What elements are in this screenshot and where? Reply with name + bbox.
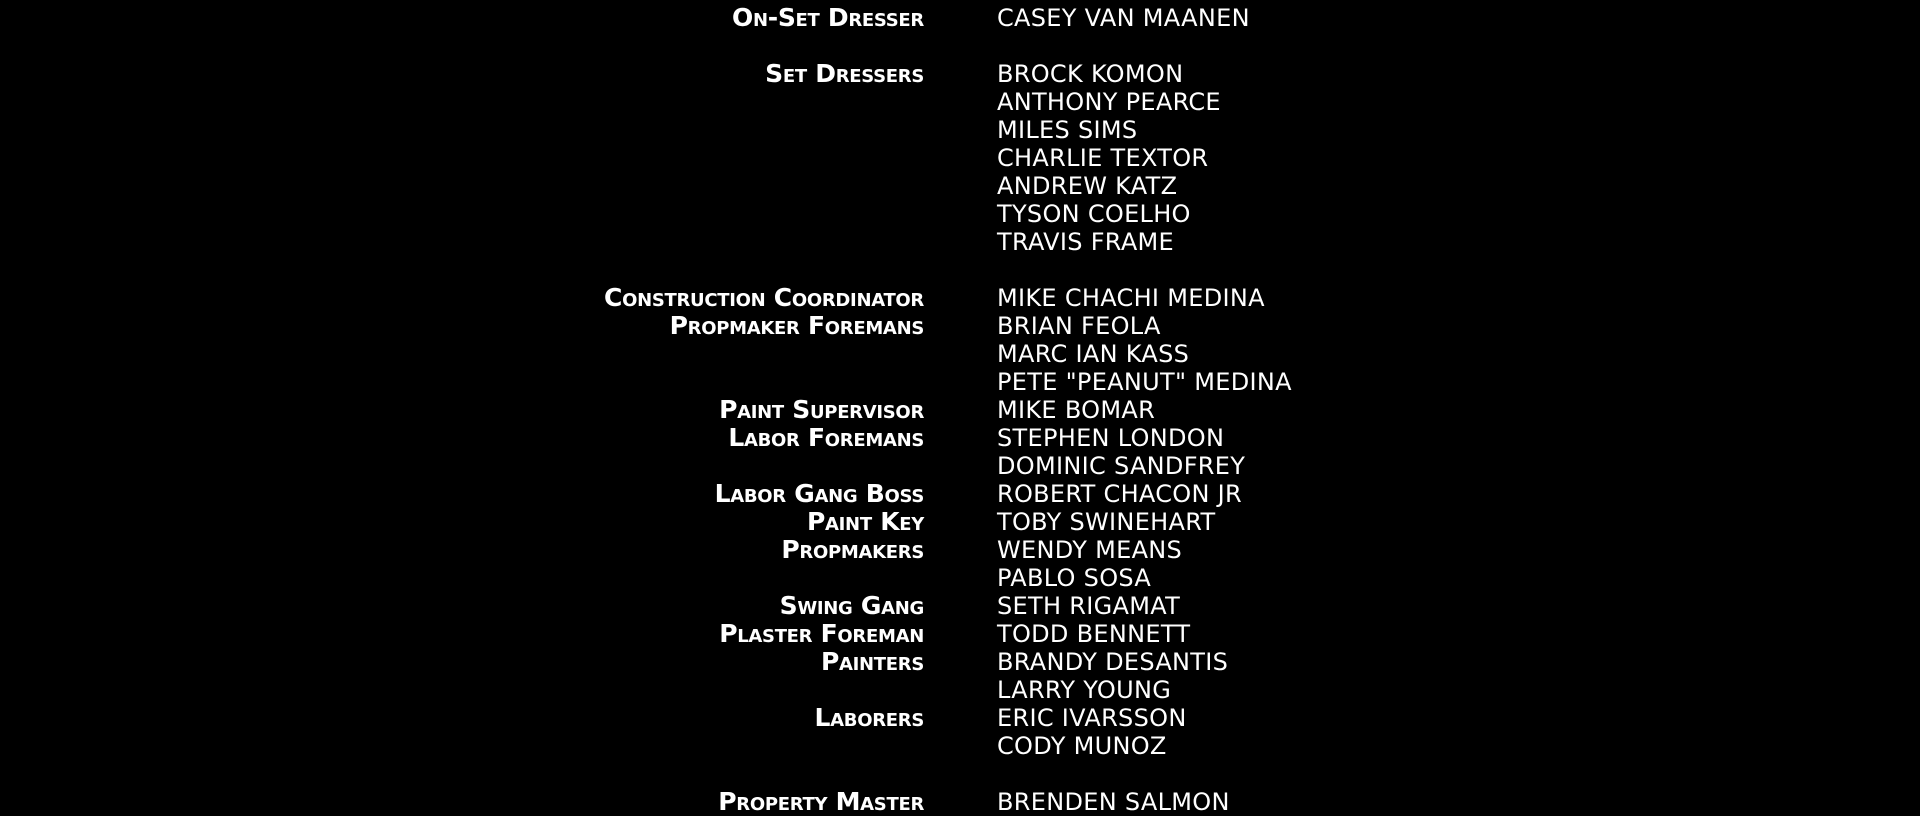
- credit-row: [0, 452, 1920, 480]
- credit-spacer: [0, 760, 1920, 788]
- credit-name: WENDY MEANS: [997, 536, 1183, 564]
- credit-name: ERIC IVARSSON: [997, 704, 1187, 732]
- credit-name: BROCK KOMON: [997, 60, 1184, 88]
- credit-row: [0, 200, 1920, 228]
- credit-row: [0, 284, 1920, 312]
- credit-name: TODD BENNETT: [997, 620, 1191, 648]
- column-gap: [924, 340, 997, 368]
- credit-name: BRANDY DESANTIS: [997, 648, 1229, 676]
- credit-name: DOMINIC SANDFREY: [997, 452, 1246, 480]
- column-gap: [924, 200, 997, 228]
- credit-role: Propmaker Foremans: [669, 311, 924, 340]
- column-gap: [924, 648, 997, 676]
- credit-row: [0, 788, 1920, 816]
- credit-row: [0, 396, 1920, 424]
- credit-role: Painters: [820, 647, 924, 676]
- credit-role: [0, 340, 924, 368]
- credit-name: STEPHEN LONDON: [997, 424, 1225, 452]
- credit-role: Paint Key: [807, 507, 924, 536]
- credits-list: [0, 4, 1920, 816]
- credit-name: TOBY SWINEHART: [997, 508, 1216, 536]
- credit-role: [0, 172, 924, 200]
- credit-row: [0, 368, 1920, 396]
- credit-role: [0, 564, 924, 592]
- credit-name: CODY MUNOZ: [997, 732, 1167, 760]
- credit-role: [0, 144, 924, 172]
- column-gap: [924, 620, 997, 648]
- column-gap: [924, 144, 997, 172]
- credit-name: MIKE CHACHI MEDINA: [997, 284, 1265, 312]
- credit-role: [0, 200, 924, 228]
- column-gap: [924, 368, 997, 396]
- column-gap: [924, 88, 997, 116]
- credit-row: [0, 424, 1920, 452]
- credit-role: Plaster Foreman: [719, 619, 924, 648]
- credit-row: [0, 4, 1920, 32]
- column-gap: [924, 116, 997, 144]
- credit-row: [0, 592, 1920, 620]
- credit-row: [0, 480, 1920, 508]
- credit-row: [0, 508, 1920, 536]
- column-gap: [924, 480, 997, 508]
- credit-row: [0, 704, 1920, 732]
- credit-role: [0, 732, 924, 760]
- credit-row: [0, 536, 1920, 564]
- credit-row: [0, 88, 1920, 116]
- column-gap: [924, 228, 997, 256]
- column-gap: [924, 452, 997, 480]
- column-gap: [924, 396, 997, 424]
- credit-spacer: [0, 256, 1920, 284]
- credit-role: Paint Supervisor: [719, 395, 924, 424]
- column-gap: [924, 284, 997, 312]
- credit-role: Construction Coordinator: [604, 283, 924, 312]
- credit-role: [0, 452, 924, 480]
- credit-role: Labor Foremans: [728, 423, 924, 452]
- credit-row: [0, 312, 1920, 340]
- credit-role: [0, 676, 924, 704]
- column-gap: [924, 732, 997, 760]
- credit-role: Propmakers: [781, 535, 924, 564]
- credit-name: LARRY YOUNG: [997, 676, 1172, 704]
- column-gap: [924, 592, 997, 620]
- credit-name: MILES SIMS: [997, 116, 1138, 144]
- credit-name: CASEY VAN MAANEN: [997, 4, 1250, 32]
- credit-role: Set Dressers: [765, 59, 924, 88]
- credit-name: ROBERT CHACON JR: [997, 480, 1242, 508]
- credit-name: ANDREW KATZ: [997, 172, 1178, 200]
- column-gap: [924, 172, 997, 200]
- credit-row: [0, 228, 1920, 256]
- credit-row: [0, 564, 1920, 592]
- credit-row: [0, 732, 1920, 760]
- credit-name: PABLO SOSA: [997, 564, 1152, 592]
- credit-row: [0, 340, 1920, 368]
- column-gap: [924, 424, 997, 452]
- credit-role: Swing Gang: [779, 591, 924, 620]
- credit-spacer: [0, 32, 1920, 60]
- column-gap: [924, 564, 997, 592]
- column-gap: [924, 704, 997, 732]
- column-gap: [924, 312, 997, 340]
- credit-name: PETE "PEANUT" MEDINA: [997, 368, 1292, 396]
- credit-name: BRENDEN SALMON: [997, 788, 1230, 816]
- credit-name: BRIAN FEOLA: [997, 312, 1161, 340]
- credit-row: [0, 144, 1920, 172]
- credit-row: [0, 620, 1920, 648]
- column-gap: [924, 676, 997, 704]
- credit-role: Property Master: [718, 787, 924, 816]
- credit-row: [0, 676, 1920, 704]
- credit-role: On-Set Dresser: [732, 3, 924, 32]
- credit-role: [0, 228, 924, 256]
- column-gap: [924, 536, 997, 564]
- column-gap: [924, 4, 997, 32]
- credit-name: ANTHONY PEARCE: [997, 88, 1221, 116]
- column-gap: [924, 788, 997, 816]
- credit-name: CHARLIE TEXTOR: [997, 144, 1209, 172]
- column-gap: [924, 60, 997, 88]
- credit-role: [0, 368, 924, 396]
- credit-role: [0, 116, 924, 144]
- credit-row: [0, 172, 1920, 200]
- credit-name: SETH RIGAMAT: [997, 592, 1181, 620]
- credit-role: Laborers: [814, 703, 924, 732]
- column-gap: [924, 508, 997, 536]
- credit-row: [0, 648, 1920, 676]
- credit-name: MARC IAN KASS: [997, 340, 1190, 368]
- credit-name: TYSON COELHO: [997, 200, 1191, 228]
- credit-row: [0, 60, 1920, 88]
- credit-row: [0, 116, 1920, 144]
- credit-name: MIKE BOMAR: [997, 396, 1156, 424]
- credit-name: TRAVIS FRAME: [997, 228, 1175, 256]
- credit-role: [0, 88, 924, 116]
- credit-role: Labor Gang Boss: [714, 479, 924, 508]
